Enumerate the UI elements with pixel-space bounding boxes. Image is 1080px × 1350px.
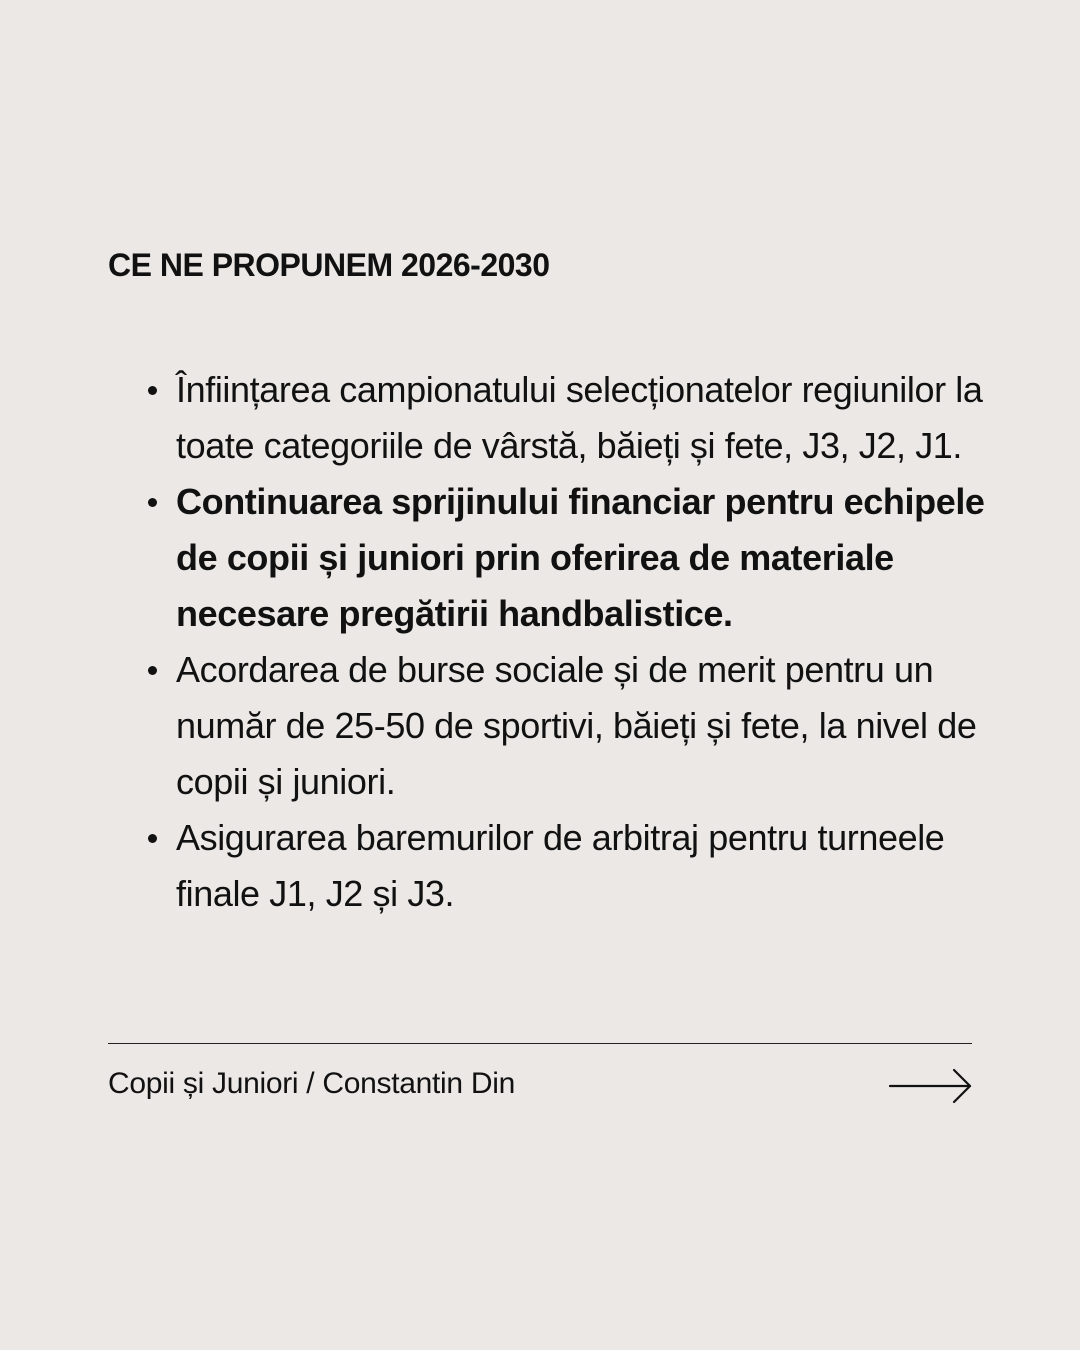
bullet-icon: [148, 666, 157, 675]
proposals-list: [108, 362, 988, 922]
footer-label: Copii și Juniori / Constantin Din: [108, 1067, 515, 1100]
bullet-icon: [148, 386, 157, 395]
list-item: [108, 362, 988, 474]
list-item: [108, 810, 988, 922]
list-item-text: Continuarea sprijinului financiar pentru echipele de copii și juniori prin oferirea de materiale necesare pregătirii handbalistice.: [176, 481, 985, 634]
bullet-icon: [148, 498, 157, 507]
footer-divider: [108, 1043, 972, 1044]
bullet-icon: [148, 834, 157, 843]
list-item-text: Asigurarea baremurilor de arbitraj pentru turneele finale J1, J2 și J3.: [176, 817, 945, 914]
list-item: [108, 474, 988, 642]
page-heading: CE NE PROPUNEM 2026-2030: [108, 247, 550, 283]
list-item-text: Acordarea de burse sociale și de merit pentru un număr de 25-50 de sportivi, băieți și fete, la nivel de copii și juniori.: [176, 649, 977, 802]
list-item: [108, 642, 988, 810]
arrow-right-icon[interactable]: [888, 1066, 974, 1106]
list-item-text: Înființarea campionatului selecționatelor regiunilor la toate categoriile de vârstă, băieți și fete, J3, J2, J1.: [176, 369, 983, 466]
